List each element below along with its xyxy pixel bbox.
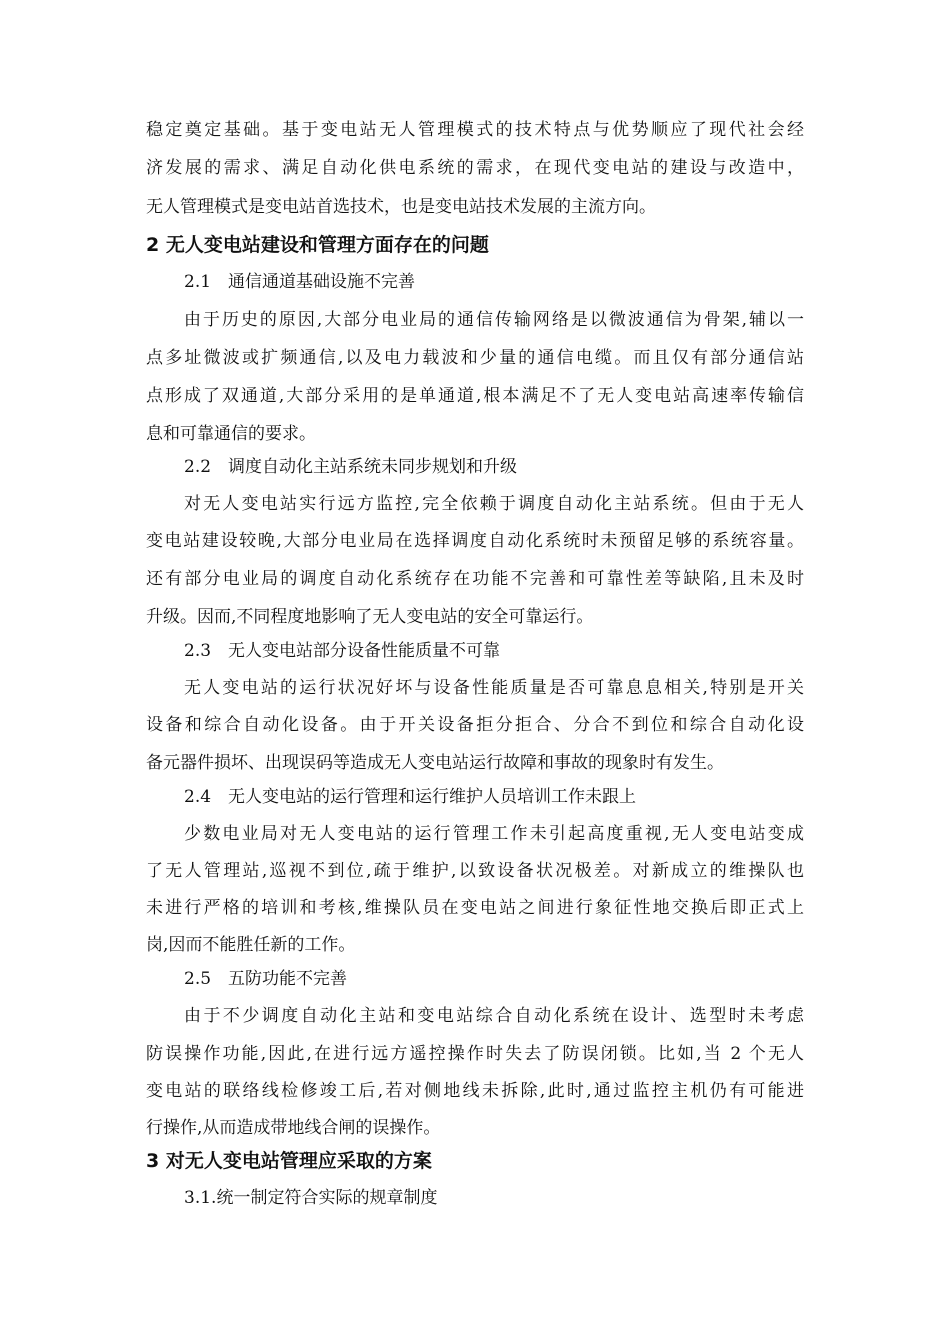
subsection-title: 五防功能不完善 — [228, 969, 347, 989]
paragraph-line: 了无人管理站,巡视不到位,疏于维护,以致设备状况极差。对新成立的维操队也 — [146, 861, 804, 881]
subsection-title: 通信通道基础设施不完善 — [228, 272, 415, 292]
subsection-2-4-heading — [184, 786, 636, 808]
subsection-number: 2.5 — [184, 969, 212, 989]
paragraph-line: 由于历史的原因,大部分电业局的通信传输网络是以微波通信为骨架,辅以一 — [184, 310, 804, 330]
subsection-title: 无人变电站的运行管理和运行维护人员培训工作未跟上 — [228, 787, 636, 807]
subsection-2-1-heading — [184, 271, 415, 293]
paragraph-line: 点形成了双通道,大部分采用的是单通道,根本满足不了无人变电站高速率传输信 — [146, 386, 804, 406]
paragraph-line: 岗,因而不能胜任新的工作。 — [146, 935, 356, 955]
paragraph-line: 设备和综合自动化设备。由于开关设备拒分拒合、分合不到位和综合自动化设 — [146, 715, 804, 735]
intro-line-1: 稳定奠定基础。基于变电站无人管理模式的技术特点与优势顺应了现代社会经 — [146, 120, 804, 140]
paragraph-line: 息和可靠通信的要求。 — [146, 424, 316, 444]
paragraph-line: 行操作,从而造成带地线合闸的误操作。 — [146, 1118, 441, 1138]
paragraph-line: 变电站的联络线检修竣工后,若对侧地线未拆除,此时,通过监控主机仍有可能进 — [146, 1081, 804, 1101]
intro-line-2: 济发展的需求、满足自动化供电系统的需求，在现代变电站的建设与改造中， — [146, 158, 804, 178]
subsection-2-5-heading — [184, 968, 347, 990]
paragraph-line: 对无人变电站实行远方监控,完全依赖于调度自动化主站系统。但由于无人 — [184, 494, 804, 514]
paragraph-line: 还有部分电业局的调度自动化系统存在功能不完善和可靠性差等缺陷,且未及时 — [146, 569, 804, 589]
subsection-number: 2.2 — [184, 457, 212, 477]
subsection-number: 2.4 — [184, 787, 212, 807]
subsection-3-1-heading: 3.1.统一制定符合实际的规章制度 — [184, 1188, 438, 1208]
subsection-number: 2.1 — [184, 272, 212, 292]
section-2-heading: 2 无人变电站建设和管理方面存在的问题 — [146, 234, 489, 256]
paragraph-line: 点多址微波或扩频通信,以及电力载波和少量的通信电缆。而且仅有部分通信站 — [146, 348, 804, 368]
paragraph-line: 变电站建设较晚,大部分电业局在选择调度自动化系统时未预留足够的系统容量。 — [146, 531, 804, 551]
subsection-2-2-heading — [184, 456, 517, 478]
subsection-title: 无人变电站部分设备性能质量不可靠 — [228, 641, 500, 661]
section-3-heading: 3 对无人变电站管理应采取的方案 — [146, 1150, 432, 1172]
paragraph-line: 未进行严格的培训和考核,维操队员在变电站之间进行象征性地交换后即正式上 — [146, 898, 804, 918]
paragraph-line: 由于不少调度自动化主站和变电站综合自动化系统在设计、选型时未考虑 — [184, 1006, 804, 1026]
paragraph-line: 防误操作功能,因此,在进行远方遥控操作时失去了防误闭锁。比如,当 2 个无人 — [146, 1044, 804, 1064]
subsection-2-3-heading — [184, 640, 500, 662]
paragraph-line: 备元器件损坏、出现误码等造成无人变电站运行故障和事故的现象时有发生。 — [146, 753, 724, 773]
paragraph-line: 升级。因而,不同程度地影响了无人变电站的安全可靠运行。 — [146, 607, 594, 627]
subsection-title: 调度自动化主站系统未同步规划和升级 — [228, 457, 517, 477]
subsection-number: 2.3 — [184, 641, 212, 661]
paragraph-line: 无人变电站的运行状况好坏与设备性能质量是否可靠息息相关,特别是开关 — [184, 678, 804, 698]
intro-line-3: 无人管理模式是变电站首选技术，也是变电站技术发展的主流方向。 — [146, 197, 656, 217]
paragraph-line: 少数电业局对无人变电站的运行管理工作未引起高度重视,无人变电站变成 — [184, 824, 804, 844]
